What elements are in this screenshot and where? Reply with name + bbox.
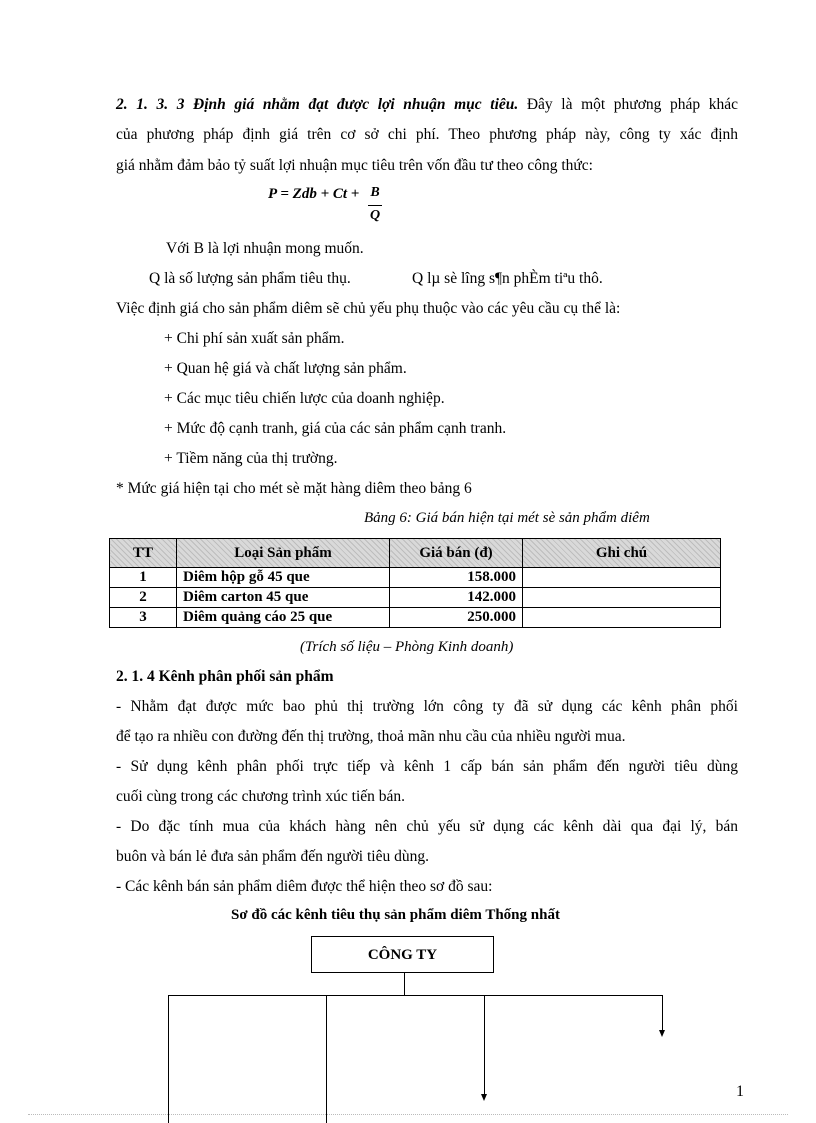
cell-product: Diêm quảng cáo 25 que [177, 608, 390, 628]
paragraph-line: - Sử dụng kênh phân phối trực tiếp và kênh 1 cấp bán sản phẩm đến người tiêu dùng [116, 758, 738, 775]
connector-line [168, 995, 662, 996]
bullet-item: + Mức độ cạnh tranh, giá của các sản phẩm cạnh tranh. [164, 420, 507, 437]
cell-product: Diêm carton 45 que [177, 588, 390, 608]
arrow-down-icon [659, 1030, 665, 1037]
bullet-item: + Tiềm năng của thị trường. [164, 450, 338, 467]
connector-line [168, 995, 169, 1123]
paragraph-line: cuối cùng trong các chương trình xúc tiến bán. [116, 788, 406, 805]
paragraph-line: để tạo ra nhiều con đường đến thị trường, thoả mãn nhu cầu của nhiều người mua. [116, 728, 626, 745]
bullet-item: + Chi phí sản xuất sản phẩm. [164, 330, 345, 347]
paragraph-line: giá nhằm đảm bảo tỷ suất lợi nhuận mục tiêu trên vốn đầu tư theo công thức: [116, 157, 593, 174]
cell-note [523, 608, 721, 628]
cell-tt: 3 [110, 608, 177, 628]
paragraph-line: - Nhằm đạt được mức bao phủ thị trường lớn công ty đã sử dụng các kênh phân phối [116, 698, 738, 715]
cell-note [523, 588, 721, 608]
cell-product: Diêm hộp gỗ 45 que [177, 568, 390, 588]
diagram-title: Sơ đồ các kênh tiêu thụ sản phẩm diêm Thống nhất [231, 907, 560, 923]
connector-line [326, 995, 327, 1123]
cell-price: 158.000 [390, 568, 523, 588]
page-number: 1 [736, 1083, 744, 1100]
bullet-item: + Các mục tiêu chiến lược của doanh nghiệp. [164, 390, 445, 407]
section-heading-214: 2. 1. 4 Kênh phân phối sản phẩm [116, 668, 334, 685]
arrow-down-icon [481, 1094, 487, 1101]
table-row [110, 568, 721, 588]
cell-note [523, 568, 721, 588]
note-b: Với B là lợi nhuận mong muốn. [166, 240, 364, 257]
table-source: (Trích số liệu – Phòng Kinh doanh) [300, 639, 514, 655]
intro-line: Việc định giá cho sản phẩm diêm sẽ chủ yếu phụ thuộc vào các yêu cầu cụ thể là: [116, 300, 621, 317]
cell-price: 142.000 [390, 588, 523, 608]
header-tt: TT [110, 539, 177, 568]
company-box: CÔNG TY [311, 936, 494, 973]
table-row [110, 608, 721, 628]
price-table [109, 538, 721, 628]
note-q-garbled: Q lµ sè lîng s¶n phÈm tiªu thô. [412, 270, 603, 287]
header-price: Giá bán (đ) [390, 539, 523, 568]
paragraph-line: 2. 1. 3. 3 Định giá nhằm đạt được lợi nhuận mục tiêu. Đây là một phương pháp khác [116, 96, 738, 113]
cell-tt: 2 [110, 588, 177, 608]
formula-lhs: P = Zdb + Ct + [268, 186, 360, 202]
formula-denominator: Q [369, 208, 381, 223]
note-q: Q là số lượng sản phẩm tiêu thụ. [149, 270, 351, 287]
table-caption: Bảng 6: Giá bán hiện tại mét sè sản phẩm diêm [364, 510, 650, 526]
footer-divider [28, 1114, 788, 1115]
price-note: * Mức giá hiện tại cho mét sè mặt hàng diêm theo bảng 6 [116, 480, 472, 497]
paragraph-line: - Do đặc tính mua của khách hàng nên chủ yếu sử dụng các kênh dài qua đại lý, bán [116, 818, 738, 835]
connector-line [662, 995, 663, 1031]
header-note: Ghi chú [523, 539, 721, 568]
cell-price: 250.000 [390, 608, 523, 628]
connector-line [484, 995, 485, 1095]
table-header-row [110, 539, 721, 568]
connector-line [404, 973, 405, 995]
header-product: Loại Sản phẩm [177, 539, 390, 568]
paragraph-line: - Các kênh bán sản phẩm diêm được thể hiện theo sơ đồ sau: [116, 878, 493, 895]
fraction-bar [368, 205, 382, 206]
paragraph-line: của phương pháp định giá trên cơ sở chi phí. Theo phương pháp này, công ty xác định [116, 126, 738, 143]
formula-numerator: B [370, 185, 380, 200]
cell-tt: 1 [110, 568, 177, 588]
table-row [110, 588, 721, 608]
paragraph-line: buôn và bán lẻ đưa sản phẩm đến người tiêu dùng. [116, 848, 429, 865]
section-heading-2133: 2. 1. 3. 3 Định giá nhằm đạt được lợi nhuận mục tiêu. [116, 96, 519, 113]
bullet-item: + Quan hệ giá và chất lượng sản phẩm. [164, 360, 407, 377]
